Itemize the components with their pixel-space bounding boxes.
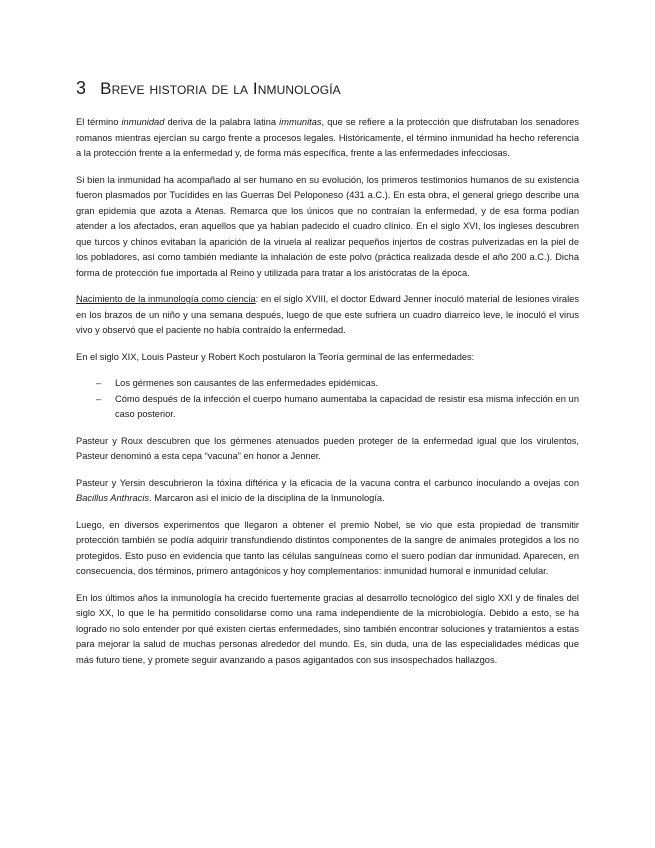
p6-italic-species: Bacillus Anthracis (76, 493, 150, 503)
paragraph-7: Luego, en diversos experimentos que llegaron a obtener el premio Nobel, se vio que esta propiedad de transmitir protección también se podía adquirir transfundiendo distintos componentes de la sangre de animales protegidos a los no protegidos. Esto puso en evidencia que tanto las células sanguíneas como el suero podían dar inmunidad. Aparecen, en consecuencia, dos términos, primero antagónicos y hoy complementarios: inmunidad humoral e inmunidad celular. (76, 519, 579, 576)
paragraph-6 (76, 476, 579, 507)
paragraph-8: En los últimos años la inmunología ha crecido fuertemente gracias al desarrollo tecnológico del siglo XXI y de finales del siglo XX, lo que le ha permitido consolidarse como una rama independiente de la microbiología. Debido a esto, se ha logrado no solo entender por qué existen ciertas enfermedades, sino también encontrar soluciones y tratamientos a estas para mejorar la salud de muchas personas alrededor del mundo. Es, sin duda, una de las especialidades médicas que más futuro tiene, y promete seguir avanzando a pasos agigantados con sus insospechados hallazgos. (76, 592, 579, 665)
p3-text: : en el siglo XVIII, el doctor Edward Jenner inoculó material de lesiones virales en los brazos de un niño y una semana después, luego de que este sufriera un cuadro diarreico leve, le inoculó el virus vivo y observó que el paciente no había contraído la enfermedad. (76, 294, 579, 335)
document-page (76, 78, 579, 679)
list-item (76, 392, 579, 423)
section-number: 3 (76, 78, 87, 98)
section-title: Breve historia de la Inmunología (100, 79, 341, 98)
paragraph-4: En el siglo XIX, Louis Pasteur y Robert Koch postularon la Teoría germinal de las enfermedades: (76, 351, 475, 362)
p1-text-a: El término (76, 117, 122, 127)
dash-list (76, 376, 579, 423)
list-item (76, 376, 579, 392)
section-heading (76, 78, 579, 99)
paragraph-1 (76, 115, 579, 162)
p6-text-c: . Marcaron así el inicio de la disciplina de la Inmunología. (149, 493, 385, 503)
list-item-text: Los gérmenes son causantes de las enfermedades epidémicas. (115, 378, 379, 388)
paragraph-3 (76, 292, 579, 339)
p1-italic-term: inmunidad (121, 117, 165, 127)
p1-text-e: , que se refiere a la protección que disfrutaban los senadores romanos mientras ejercían su cargo frente a procesos legales. Históricamente, el término inmunidad ha hecho referencia a la protección frente a la enfermedad y, de forma más específica, frente a las enfermedades infecciosas. (76, 117, 579, 158)
p1-italic-latin: immunitas (279, 117, 322, 127)
dash-bullet: – (96, 393, 102, 404)
paragraph-2: Si bien la inmunidad ha acompañado al ser humano en su evolución, los primeros testimonios humanos de su existencia fueron plasmados por Tucídides en las Guerras Del Peloponeso (431 a.C.). En esta obra, el general griego describe una gran epidemia que azota a Atenas. Remarca que los únicos que no contraían la enfermedad, y de esa forma podían atender a los afectados, eran aquellos que ya habían padecido el cuadro clínico. En el siglo XVI, los ingleses descubren que turcos y chinos evitaban la aparición de la viruela al realizar pequeños injertos de costras pulverizadas en la piel de los pobladores, así como también mediante la inhalación de este polvo (práctica realizada desde el año 200 a.C.). Dicha forma de protección fue importada al Reino y utilizada para tratar a los aristócratas de la época. (76, 174, 579, 278)
underlined-heading: Nacimiento de la inmunología como ciencia (76, 294, 256, 304)
p6-text-a: Pasteur y Yersin descubrieron la tóxina diftérica y la eficacia de la vacuna contra el carbunco inoculando a ovejas con (76, 477, 579, 488)
dash-bullet: – (96, 378, 102, 388)
p1-text-c: deriva de la palabra latina (164, 117, 280, 127)
list-item-text: Cómo después de la infección el cuerpo humano aumentaba la capacidad de resistir esa misma infección en un caso posterior. (115, 393, 579, 419)
paragraph-5: Pasteur y Roux descubren que los gérmenes atenuados pueden proteger de la enfermedad igual que los virulentos, Pasteur denominó a esta cepa “vacuna” en honor a Jenner. (76, 435, 579, 461)
